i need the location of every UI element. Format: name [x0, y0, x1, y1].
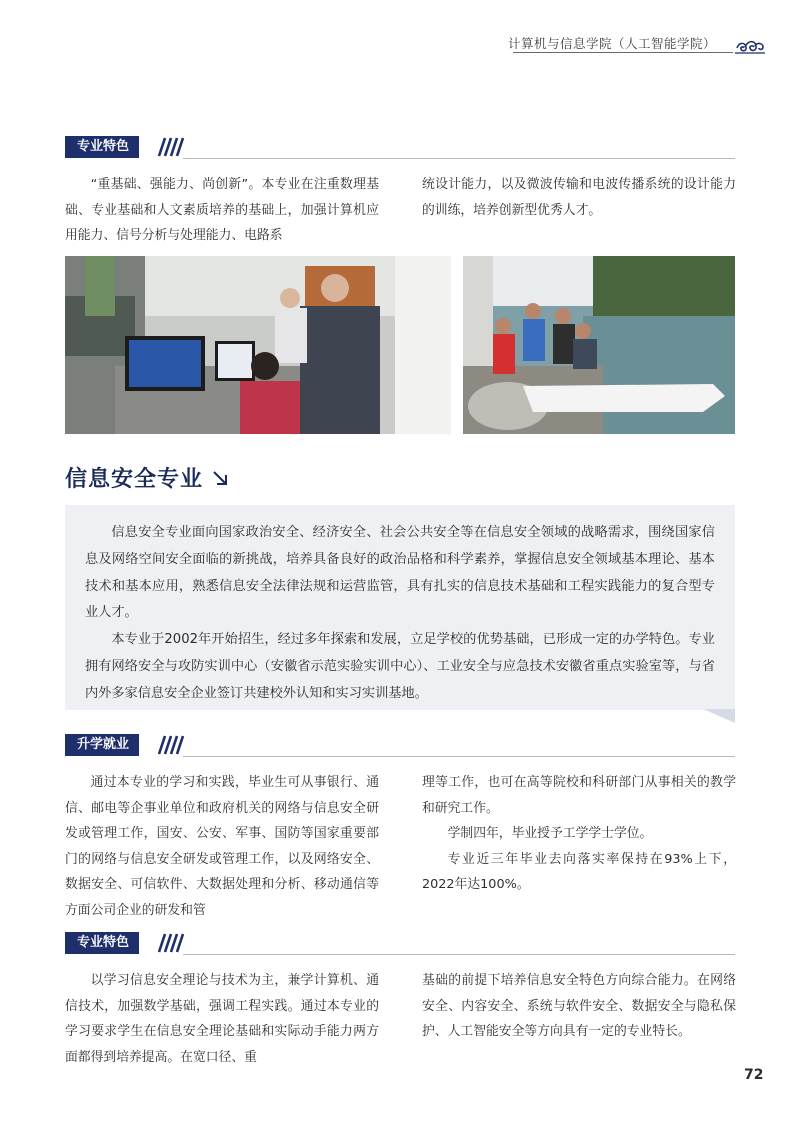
- paragraph: 通过本专业的学习和实践，毕业生可从事银行、通信、邮电等企事业单位和政府机关的网络与信息安全研发或管理工作，国安、公安、军事、国防等国家重要部门的网络与信息安全研发或管理工作，以及网络安全、数据安全、可信软件、大数据处理和分析、移动通信等方面公司企业的研发和管: [65, 775, 379, 918]
- arrow-down-right-icon: [210, 468, 230, 488]
- section3-right-column: [422, 968, 736, 1045]
- tag-rule: [183, 158, 735, 159]
- section2-right-column: [422, 770, 736, 898]
- section-tag-features-1: [65, 136, 735, 158]
- paragraph: 以学习信息安全理论与技术为主，兼学计算机、通信技术，加强数学基础，强调工程实践。通过本专业的学习要求学生在信息安全理论基础和实际动手能力两方面都得到培养提高。在宽口径、重: [65, 973, 379, 1065]
- paragraph: 基础的前提下培养信息安全特色方向综合能力。在网络安全、内容安全、系统与软件安全、数据安全与隐私保护、人工智能安全等方向具有一定的专业特长。: [422, 973, 736, 1040]
- panel-corner-decoration: [695, 709, 735, 723]
- section3-left-column: [65, 968, 379, 1070]
- paragraph: 学制四年，毕业授予工学学士学位。: [447, 826, 653, 842]
- tag-rule: [183, 954, 735, 955]
- intro-paragraph-1: 信息安全专业面向国家政治安全、经济安全、社会公共安全等在信息安全领域的战略需求，围绕国家信息及网络空间安全面临的新挑战，培养具备良好的政治品格和科学素养，掌握信息安全领域基本理论、基本技术和基本应用，熟悉信息安全法律法规和运营监管，具有扎实的信息技术基础和工程实践能力的复合型专业人才。: [85, 525, 715, 621]
- tag-stripes-decoration: [153, 734, 185, 756]
- tag-rule: [183, 756, 735, 757]
- paragraph: 专业近三年毕业去向落实率保持在93%上下，2022年达100%。: [422, 851, 736, 893]
- header-rule: [513, 52, 733, 53]
- section-tag-careers: [65, 734, 735, 756]
- intro-paragraph-2: 本专业于2002年开始招生，经过多年探索和发展，立足学校的优势基础，已形成一定的办学特色。专业拥有网络安全与攻防实训中心（安徽省示范实验实训中心）、工业安全与应急技术安徽省重点实验室等，与省内外多家信息安全企业签订共建校外认知和实习实训基地。: [85, 632, 715, 701]
- lab-photo: [65, 256, 451, 434]
- tag-stripes-decoration: [153, 136, 185, 158]
- intro-panel-text: [85, 520, 715, 708]
- paragraph: “重基础、强能力、尚创新”。本专业在注重数理基础、专业基础和人文素质培养的基础上，加强计算机应用能力、信号分析与处理能力、电路系: [65, 177, 379, 244]
- tag-label: 专业特色: [65, 932, 139, 954]
- major-heading: 信息安全专业: [65, 467, 204, 492]
- tag-stripes-decoration: [153, 932, 185, 954]
- paragraph: 统设计能力，以及微波传输和电波传播系统的设计能力的训练，培养创新型优秀人才。: [422, 177, 736, 218]
- section-tag-features-2: [65, 932, 735, 954]
- paragraph: 理等工作，也可在高等院校和科研部门从事相关的教学和研究工作。: [422, 775, 736, 816]
- boat-lake-photo: [463, 256, 735, 434]
- cloud-wave-icon: [735, 36, 765, 56]
- page-number: 72: [744, 1067, 764, 1083]
- section2-left-column: [65, 770, 379, 924]
- section1-right-column: [422, 172, 736, 223]
- section1-left-column: [65, 172, 379, 249]
- tag-label: 升学就业: [65, 734, 139, 756]
- header-title: 计算机与信息学院（人工智能学院）: [507, 36, 716, 51]
- tag-label: 专业特色: [65, 136, 139, 158]
